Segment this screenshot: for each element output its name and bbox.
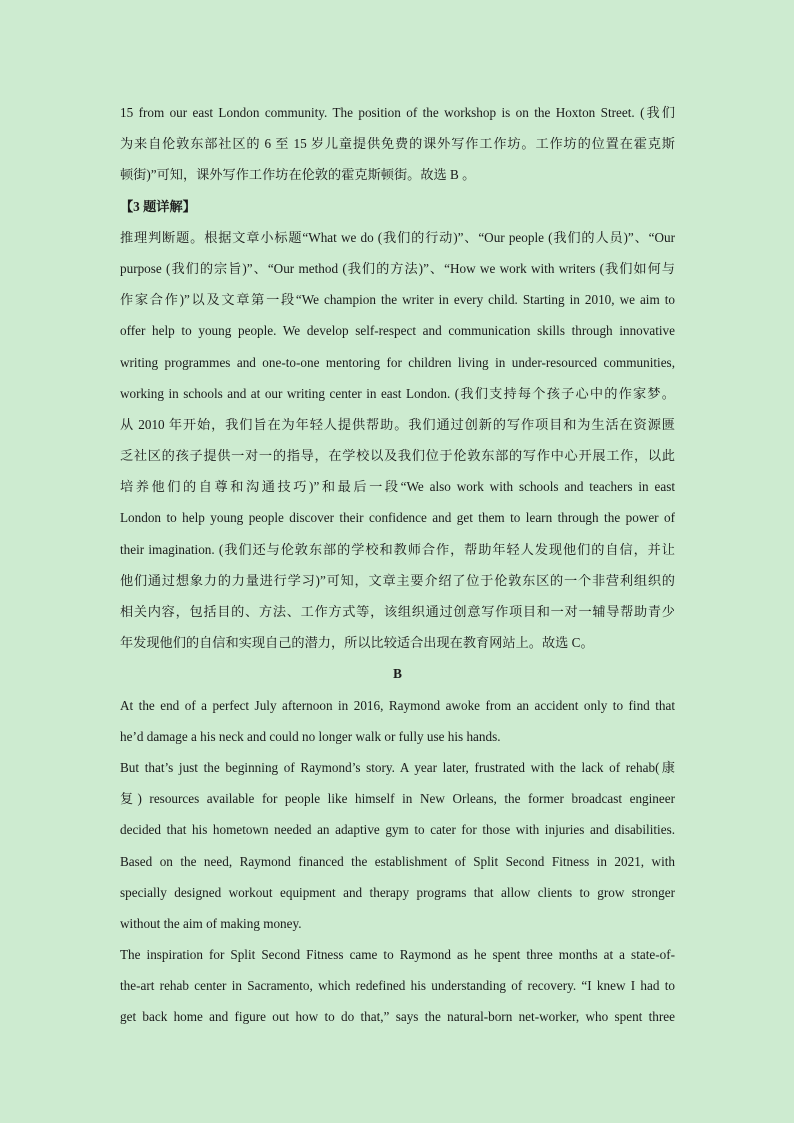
text-line: 乏社区的孩子提供一对一的指导，在学校以及我们位于伦敦东部的写作中心开展工作，以此 (120, 448, 675, 464)
text-line: their imagination. (我们还与伦敦东部的学校和教师合作，帮助年轻人发现他们的自信，并让 (120, 541, 675, 557)
text-line: 复) resources available for people like himself in New Orleans, the former broadcast engineer (120, 791, 675, 807)
text-line: working in schools and at our writing center in east London. (我们支持每个孩子心中的作家梦。 (120, 385, 675, 401)
text-line: decided that his hometown needed an adaptive gym to cater for those with injuries and disabilities. (120, 822, 675, 838)
text-line: But that’s just the beginning of Raymond’s story. A year later, frustrated with the lack of rehab(康 (120, 759, 675, 775)
text-line: writing programmes and one-to-one mentoring for children living in under-resourced communities, (120, 354, 675, 370)
text-line: 推理判断题。根据文章小标题“What we do (我们的行动)”、“Our people (我们的人员)”、“Our (120, 229, 675, 245)
text-line: get back home and figure out how to do that,” says the natural-born net-worker, who spent three (120, 1009, 675, 1025)
text-line: 他们通过想象力的力量进行学习)”可知，文章主要介绍了位于伦敦东区的一个非营利组织的 (120, 572, 675, 588)
text-line: the-art rehab center in Sacramento, which redefined his understanding of recovery. “I knew I had to (120, 978, 675, 994)
text-line: offer help to young people. We develop self-respect and communication skills through innovative (120, 323, 675, 339)
text-line: without the aim of making money. (120, 915, 302, 931)
text-line: London to help young people discover their confidence and get them to learn through the power of (120, 510, 675, 526)
text-line: 相关内容，包括目的、方法、工作方式等，该组织通过创意写作项目和一对一辅导帮助青少 (120, 604, 675, 619)
text-line: 15 from our east London community. The position of the workshop is on the Hoxton Street. (我们 (120, 105, 675, 120)
text-line: 从 2010 年开始，我们旨在为年轻人提供帮助。我们通过创新的写作项目和为生活在资源匮 (120, 416, 675, 432)
text-line: 培养他们的自尊和沟通技巧)”和最后一段“We also work with schools and teachers in east (120, 479, 675, 495)
document-page (120, 101, 675, 1037)
text-line: purpose (我们的宗旨)”、“Our method (我们的方法)”、“How we work with writers (我们如何与 (120, 260, 675, 276)
text-line: specially designed workout equipment and therapy programs that allow clients to grow stronger (120, 884, 675, 900)
text-line: 年发现他们的自信和实现自己的潜力，所以比较适合出现在教育网站上。故选 C。 (120, 635, 594, 651)
text-line: 顿街)”可知，课外写作工作坊在伦敦的霍克斯顿街。故选 B 。 (120, 167, 476, 183)
text-line: The inspiration for Split Second Fitness came to Raymond as he spent three months at a state-of- (120, 947, 675, 963)
text-line: Based on the need, Raymond financed the establishment of Split Second Fitness in 2021, with (120, 853, 675, 869)
section-title: B (393, 666, 402, 682)
text-line: 作家合作)”以及文章第一段“We champion the writer in every child. Starting in 2010, we aim to (120, 292, 675, 308)
text-line: 为来自伦敦东部社区的 6 至 15 岁儿童提供免费的课外写作工作坊。工作坊的位置在霍克斯 (120, 136, 675, 152)
q3-heading: 【3 题详解】 (120, 198, 196, 214)
text-line: At the end of a perfect July afternoon in 2016, Raymond awoke from an accident only to find that (120, 697, 675, 713)
text-line: he’d damage a his neck and could no longer walk or fully use his hands. (120, 728, 501, 744)
